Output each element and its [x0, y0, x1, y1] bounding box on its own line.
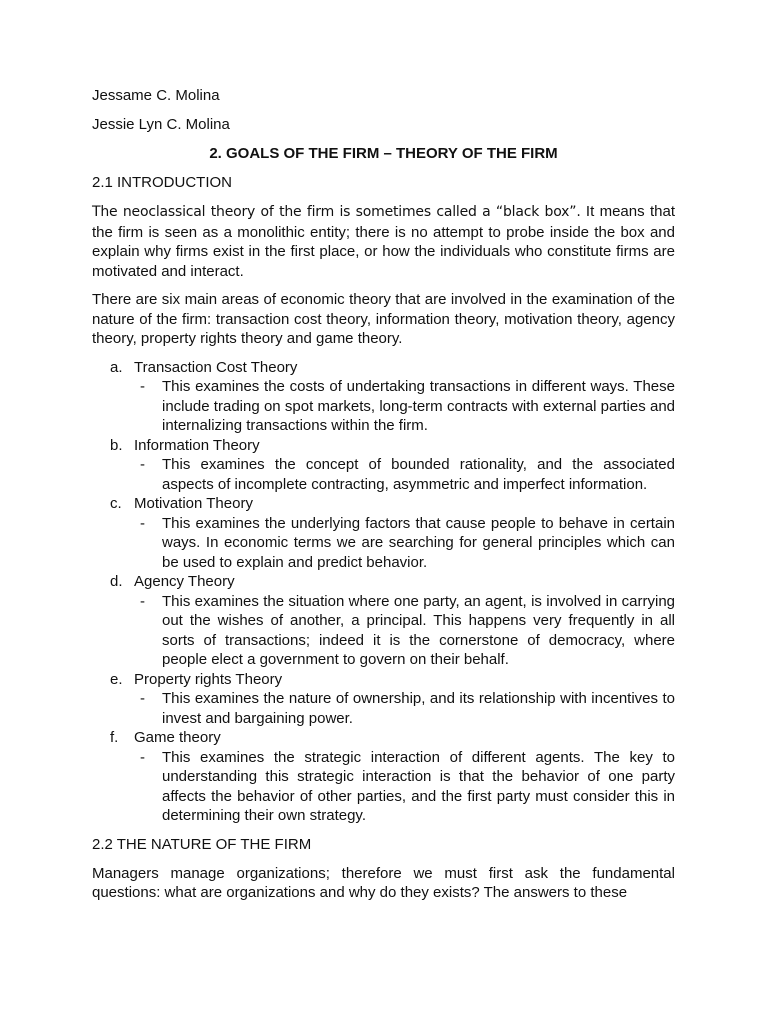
list-item-letter: e. — [110, 670, 123, 688]
list-item — [92, 494, 675, 572]
list-item-title: Transaction Cost Theory — [134, 358, 298, 376]
author-name: Jessame C. Molina — [92, 87, 220, 104]
list-item-description: This examines the nature of ownership, and its relationship with incentives to invest and bargaining power. — [162, 690, 675, 727]
intro-paragraph-1 — [92, 202, 675, 281]
nature-paragraph-1: Managers manage organizations; therefore we must first ask the fundamental questions: what are organizations and why do they exists? The answers to these — [92, 864, 675, 901]
list-item-description: This examines the concept of bounded rationality, and the associated aspects of incomplete contracting, asymmetric and imperfect information. — [162, 456, 675, 493]
list-item-dash: - — [140, 592, 145, 610]
list-item-dash: - — [140, 378, 145, 395]
list-item-description: This examines the situation where one party, an agent, is involved in carrying out the wishes of another, a principal. This happens very frequently in all sorts of transactions; indeed it is the cornerstone of democracy, where people elect a government to govern on their behalf. — [162, 592, 675, 668]
section-heading-introduction: 2.1 INTRODUCTION — [92, 174, 233, 191]
list-item-dash: - — [140, 456, 145, 473]
list-item-letter: c. — [110, 495, 122, 512]
list-item-dash: - — [140, 748, 145, 766]
list-item-description: This examines the strategic interaction of different agents. The key to understanding this strategic interaction is that the behavior of one party affects the behavior of other parties, and the first party must consider this in determining their own strategy. — [162, 748, 675, 824]
author-name: Jessie Lyn C. Molina — [92, 116, 230, 133]
list-item — [92, 670, 675, 729]
list-item — [92, 728, 675, 826]
list-item — [92, 358, 675, 436]
list-item-letter: a. — [110, 358, 123, 376]
theory-list — [92, 358, 675, 826]
list-item-title: Agency Theory — [134, 573, 235, 590]
list-item-letter: f. — [110, 729, 119, 746]
intro-paragraph-2: There are six main areas of economic theory that are involved in the examination of the nature of the firm: transaction cost theory, information theory, motivation theory, agency theory, property rights theory and game theory. — [92, 291, 675, 347]
list-item-title: Property rights Theory — [134, 670, 283, 688]
section-heading-nature: 2.2 THE NATURE OF THE FIRM — [92, 835, 312, 853]
document-title: 2. GOALS OF THE FIRM – THEORY OF THE FIRM — [209, 145, 558, 162]
list-item — [92, 572, 675, 670]
list-item-title: Game theory — [134, 729, 221, 746]
list-item-description: This examines the underlying factors that cause people to behave in certain ways. In economic terms we are searching for general principles which can be used to explain and predict behavior. — [162, 514, 675, 571]
document-page — [92, 86, 675, 912]
list-item-dash: - — [140, 690, 145, 707]
list-item-title: Motivation Theory — [134, 495, 253, 512]
list-item-letter: d. — [110, 573, 123, 590]
list-item — [92, 436, 675, 495]
list-item-title: Information Theory — [134, 436, 260, 454]
list-item-dash: - — [140, 514, 145, 532]
list-item-letter: b. — [110, 436, 123, 454]
intro-paragraph-1-rest: It means that the firm is seen as a monolithic entity; there is no attempt to probe inside the box and explain why firms exist in the first place, or how the individuals who constitute firms are motivated and interact. — [92, 203, 675, 280]
list-item-description: This examines the costs of undertaking transactions in different ways. These include trading on spot markets, long-term contracts with external parties and internalizing transactions within the firm. — [162, 378, 675, 434]
intro-paragraph-1-lead: The neoclassical theory of the firm is sometimes called a “black box”. — [92, 204, 581, 220]
